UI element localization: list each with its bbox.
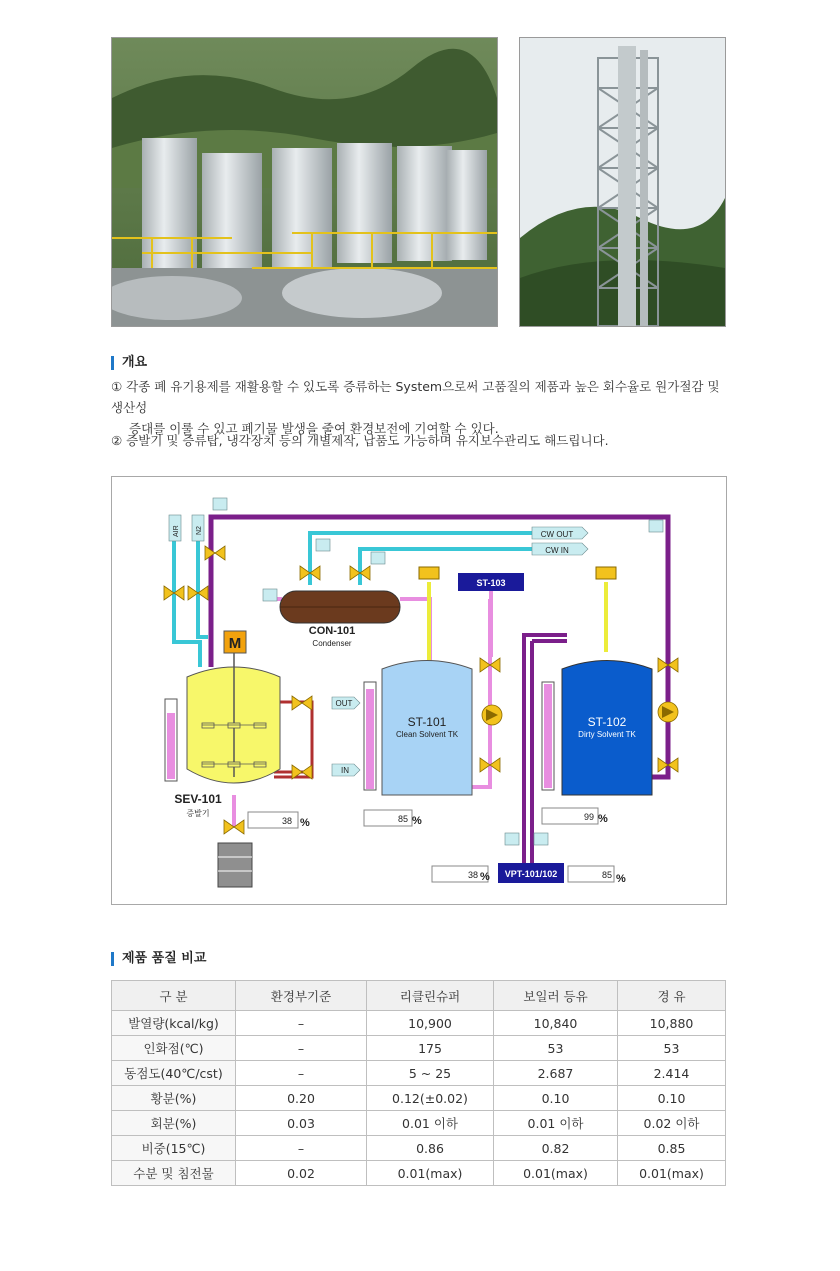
level-st101: 85 [397,814,408,824]
n2-label: N2 [196,526,203,535]
table-cell: 0.82 [494,1136,618,1161]
cw-in-label: CW IN [545,546,569,555]
table-cell: – [236,1061,367,1086]
quality-title: 제품 품질 비교 [111,952,206,966]
storage-tanks-photo [111,37,498,327]
st102-id: ST-102 [587,715,627,729]
table-cell: 0.12(±0.02) [367,1086,494,1111]
out-label: OUT [335,699,353,708]
process-diagram [111,476,727,905]
table-cell: 53 [494,1036,618,1061]
row-label: 수분 및 침전물 [112,1161,236,1186]
header-cell: 환경부기준 [236,981,367,1011]
table-row [112,1136,726,1161]
in-label: IN [341,766,349,775]
table-row [112,1061,726,1086]
table-header-row [112,981,726,1011]
level-vpt-left-pct: % [480,871,490,883]
motor-label: M [228,635,242,652]
overview-paragraph-2: ② 증발기 및 증류탑, 냉각장치 등의 개별제작, 납품도 가능하며 유지보수관리도 해드립니다. [111,433,609,448]
table-cell: – [236,1136,367,1161]
table-cell: – [236,1036,367,1061]
level-st101-pct: % [412,815,422,827]
table-cell: 175 [367,1036,494,1061]
table-cell: 0.10 [494,1086,618,1111]
table-row [112,1036,726,1061]
header-cell: 경 유 [618,981,726,1011]
table-cell: 0.86 [367,1136,494,1161]
table-cell: 5 ~ 25 [367,1061,494,1086]
st102-name: Dirty Solvent TK [578,730,636,739]
air-label: AIR [173,525,180,537]
st103-label: ST-103 [476,578,506,588]
level-sev: 38 [281,816,292,826]
table-cell: 10,900 [367,1011,494,1036]
table-cell: 0.85 [618,1136,726,1161]
table-cell: 0.01(max) [367,1161,494,1186]
table-cell: 2.414 [618,1061,726,1086]
level-sev-pct: % [300,817,310,829]
st101-name: Clean Solvent TK [395,730,459,739]
level-vpt-right: 85 [601,870,612,880]
condenser-id: CON-101 [308,625,356,637]
table-cell: – [236,1011,367,1036]
table-cell: 0.20 [236,1086,367,1111]
quality-table [111,980,726,1186]
header-cell: 구 분 [112,981,236,1011]
table-cell: 2.687 [494,1061,618,1086]
distillation-tower-photo [519,37,726,327]
table-cell: 0.03 [236,1111,367,1136]
row-label: 회분(%) [112,1111,236,1136]
row-label: 인화점(℃) [112,1036,236,1061]
row-label: 황분(%) [112,1086,236,1111]
st101-id: ST-101 [407,715,447,729]
table-cell: 10,840 [494,1011,618,1036]
table-cell: 53 [618,1036,726,1061]
table-row [112,1011,726,1036]
table-row [112,1161,726,1186]
overview-p1-line2: 증대를 이룰 수 있고 폐기물 발생을 줄여 환경보전에 기여할 수 있다. [129,421,499,436]
table-cell: 10,880 [618,1011,726,1036]
row-label: 동점도(40℃/cst) [112,1061,236,1086]
table-cell: 0.02 [236,1161,367,1186]
row-label: 비중(15℃) [112,1136,236,1161]
condenser-name: Condenser [312,639,352,648]
overview-p1-line1: ① 각종 폐 유기용제를 재활용할 수 있도록 증류하는 System으로써 고품질의 제품과 높은 회수율로 원가절감 및 생산성 [111,379,720,415]
table-cell: 0.01(max) [618,1161,726,1186]
sev-id: SEV-101 [174,792,222,806]
sev-name: 증발기 [186,809,210,818]
table-cell: 0.10 [618,1086,726,1111]
table-cell: 0.02 이하 [618,1111,726,1136]
level-st102: 99 [583,812,594,822]
table-row [112,1086,726,1111]
overview-title: 개요 [111,356,147,370]
row-label: 발열량(kcal/kg) [112,1011,236,1036]
table-cell: 0.01(max) [494,1161,618,1186]
table-cell: 0.01 이하 [367,1111,494,1136]
vpt-label: VPT-101/102 [504,869,558,879]
cw-out-label: CW OUT [540,530,574,539]
table-row [112,1111,726,1136]
level-vpt-left: 38 [467,870,478,880]
level-vpt-right-pct: % [616,873,626,885]
header-cell: 보일러 등유 [494,981,618,1011]
level-st102-pct: % [598,813,608,825]
header-cell: 리클린슈퍼 [367,981,494,1011]
table-cell: 0.01 이하 [494,1111,618,1136]
